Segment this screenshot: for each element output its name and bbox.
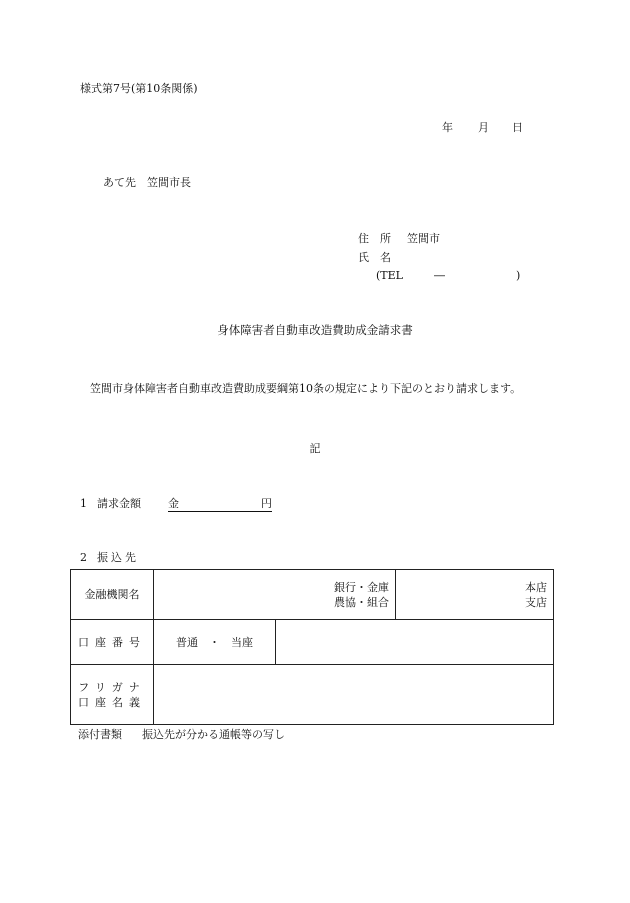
date-month-label: 月 bbox=[478, 121, 489, 134]
body-text: 笠間市身体障害者自動車改造費助成要綱第10条の規定により下記のとおり請求します。 bbox=[90, 382, 522, 395]
institution-label: 金融機関名 bbox=[71, 570, 154, 620]
furigana-label: フリガナ bbox=[78, 680, 146, 694]
form-number: 様式第7号(第10条関係) bbox=[80, 82, 198, 95]
branch-field[interactable] bbox=[396, 570, 554, 620]
address-label: 住 所 bbox=[358, 232, 391, 245]
bank-types-line2: 農協・組合 bbox=[334, 595, 389, 609]
institution-row bbox=[71, 570, 554, 620]
attachment-value: 振込先が分かる通帳等の写し bbox=[142, 728, 285, 741]
request-amount-label: 請求金額 bbox=[97, 497, 141, 510]
address-value: 笠間市 bbox=[407, 232, 440, 245]
branch-line1: 本店 bbox=[525, 580, 547, 594]
request-amount-number: 1 bbox=[80, 497, 87, 510]
transfer-label: 振込先 bbox=[97, 551, 139, 564]
account-number-label: 口座番号 bbox=[71, 620, 154, 665]
date-day-label: 日 bbox=[512, 121, 523, 134]
tel-dash: ― bbox=[434, 269, 445, 282]
account-number-field[interactable] bbox=[276, 620, 554, 665]
amount-kin: 金 bbox=[168, 497, 179, 510]
account-name-label: 口座名義 bbox=[78, 695, 146, 709]
recipient: あて先 笠間市長 bbox=[103, 176, 191, 189]
account-name-row bbox=[71, 665, 554, 725]
name-label: 氏 名 bbox=[358, 251, 391, 264]
attachment-label: 添付書類 bbox=[78, 728, 122, 741]
institution-name-field[interactable] bbox=[154, 570, 396, 620]
date-year-label: 年 bbox=[442, 121, 453, 134]
document-title: 身体障害者自動車改造費助成金請求書 bbox=[217, 323, 413, 337]
request-amount-field[interactable] bbox=[168, 497, 272, 512]
account-number-row bbox=[71, 620, 554, 665]
ki-heading: 記 bbox=[309, 442, 321, 455]
account-type-field[interactable]: 普通 ・ 当座 bbox=[154, 620, 276, 665]
account-name-field[interactable] bbox=[154, 665, 554, 725]
tel-open: (TEL bbox=[376, 269, 403, 282]
account-name-label-cell bbox=[71, 665, 154, 725]
tel-close: ) bbox=[516, 269, 521, 282]
bank-types-line1: 銀行・金庫 bbox=[334, 580, 389, 594]
branch-line2: 支店 bbox=[525, 595, 547, 609]
transfer-number: 2 bbox=[80, 551, 87, 564]
amount-yen: 円 bbox=[261, 497, 272, 510]
bank-account-table bbox=[70, 569, 554, 725]
